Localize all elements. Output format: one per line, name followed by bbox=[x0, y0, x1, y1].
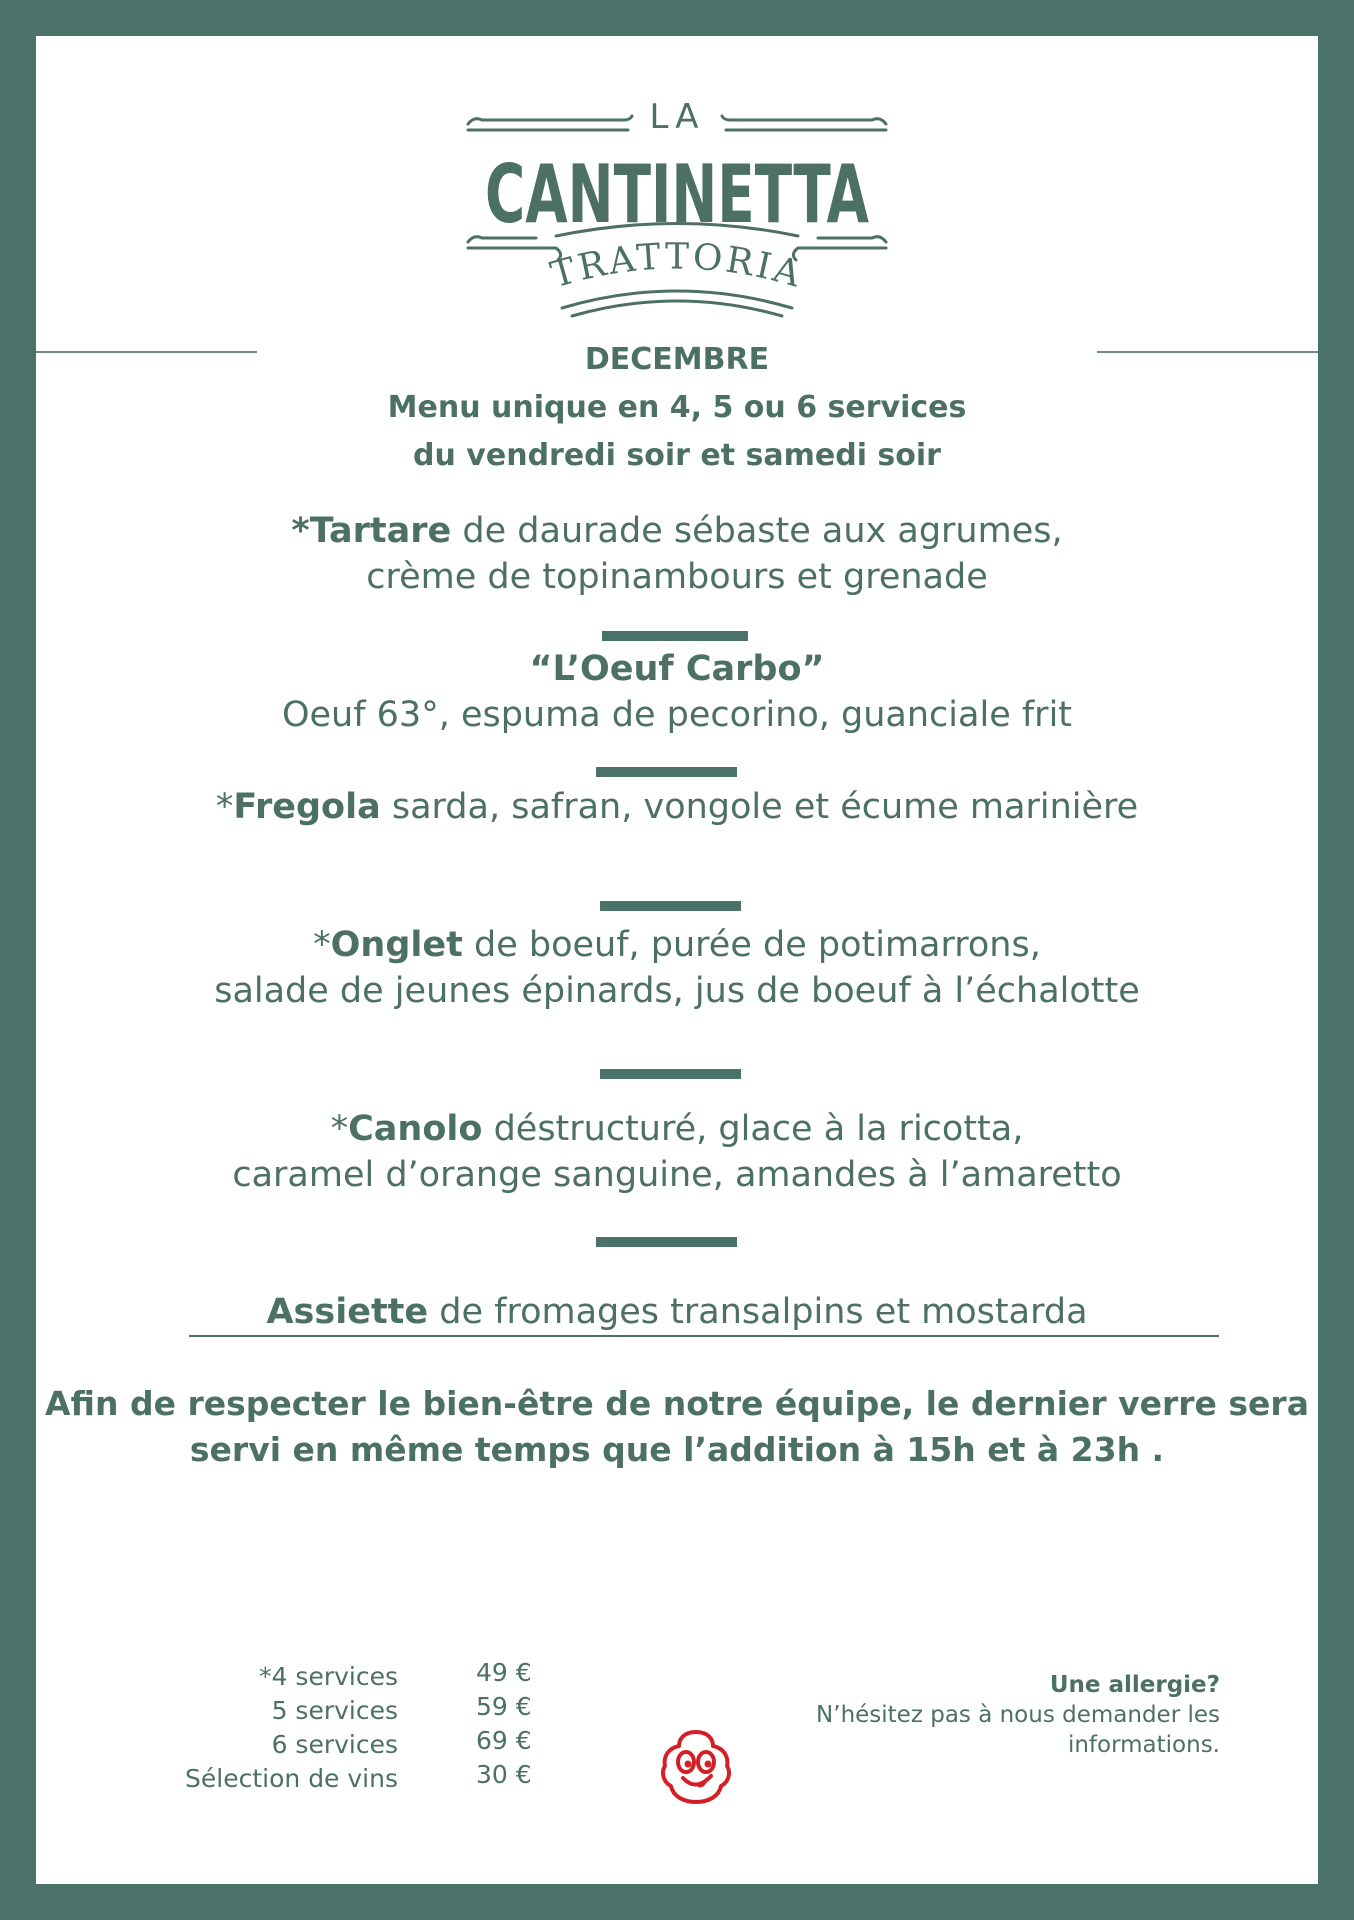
dish-name: Fregola bbox=[233, 787, 381, 827]
price-label: 5 services bbox=[271, 1696, 398, 1725]
dish-assiette bbox=[36, 1289, 1318, 1335]
dish-description: Oeuf 63°, espuma de pecorino, guanciale frit bbox=[281, 695, 1073, 735]
month-title: DECEMBRE bbox=[584, 342, 770, 377]
logo-la: LA bbox=[649, 97, 705, 137]
notice-line-1: Afin de respecter le bien-être de notre équipe, le dernier verre sera bbox=[45, 1384, 1309, 1423]
michelin-bib-gourmand-icon bbox=[655, 1726, 737, 1808]
dish-star: * bbox=[215, 787, 234, 827]
dish-name: Assiette bbox=[266, 1292, 429, 1332]
notice-line-2: servi en même temps que l’addition à 15h et à 23h . bbox=[189, 1430, 1165, 1469]
price-label: Sélection de vins bbox=[185, 1764, 398, 1793]
dish-separator bbox=[596, 1237, 737, 1247]
dish-description: de daurade sébaste aux agrumes, bbox=[451, 511, 1063, 551]
dish-fregola bbox=[36, 784, 1318, 830]
price-label: 6 services bbox=[271, 1730, 398, 1759]
cantinetta-logo bbox=[36, 36, 1318, 376]
dish-separator bbox=[600, 901, 741, 911]
dish-separator bbox=[600, 1069, 741, 1079]
dish-name: *Tartare bbox=[291, 511, 452, 551]
dish-name: Onglet bbox=[330, 925, 463, 965]
menu-subtitle-2: du vendredi soir et samedi soir bbox=[413, 438, 941, 473]
price-value: 30 € bbox=[476, 1760, 532, 1789]
dish-description: déstructuré, glace à la ricotta, bbox=[482, 1109, 1024, 1149]
dish-name: Canolo bbox=[348, 1109, 483, 1149]
menu-sheet bbox=[36, 36, 1318, 1884]
dish-canolo bbox=[36, 1106, 1318, 1198]
dish-description: sarda, safran, vongole et écume marinière bbox=[380, 787, 1139, 827]
menu-header bbox=[36, 336, 1318, 480]
dish-description: de boeuf, purée de potimarrons, bbox=[462, 925, 1041, 965]
dish-separator bbox=[596, 767, 737, 777]
dish-separator bbox=[602, 631, 748, 641]
dish-star: * bbox=[313, 925, 331, 965]
menu-subtitle-1: Menu unique en 4, 5 ou 6 services bbox=[387, 390, 967, 425]
price-value: 59 € bbox=[476, 1692, 532, 1721]
dish-description-2: salade de jeunes épinards, jus de boeuf à l’échalotte bbox=[214, 971, 1140, 1011]
allergy-note bbox=[816, 1670, 1220, 1760]
closing-notice bbox=[36, 1381, 1318, 1473]
allergy-title: Une allergie? bbox=[1049, 1672, 1220, 1698]
dish-tartare bbox=[36, 508, 1318, 600]
allergy-line-1: N’hésitez pas à nous demander les bbox=[816, 1702, 1220, 1728]
dish-oeuf-carbo bbox=[36, 646, 1318, 738]
dish-onglet bbox=[36, 922, 1318, 1014]
dish-description-2: crème de topinambours et grenade bbox=[366, 557, 988, 597]
dish-star: * bbox=[330, 1109, 349, 1149]
price-value: 69 € bbox=[476, 1726, 532, 1755]
logo-subtitle: TRATTORIA bbox=[546, 236, 808, 297]
dish-description-2: caramel d’orange sanguine, amandes à l’amaretto bbox=[232, 1155, 1122, 1195]
dish-name: “L’Oeuf Carbo” bbox=[529, 649, 825, 689]
logo-name: CANTINETTA bbox=[485, 148, 870, 241]
dish-description: de fromages transalpins et mostarda bbox=[428, 1292, 1088, 1332]
price-label: *4 services bbox=[259, 1662, 398, 1691]
cheese-underline bbox=[189, 1335, 1219, 1337]
price-value: 49 € bbox=[476, 1658, 532, 1687]
allergy-line-2: informations. bbox=[1067, 1732, 1220, 1758]
